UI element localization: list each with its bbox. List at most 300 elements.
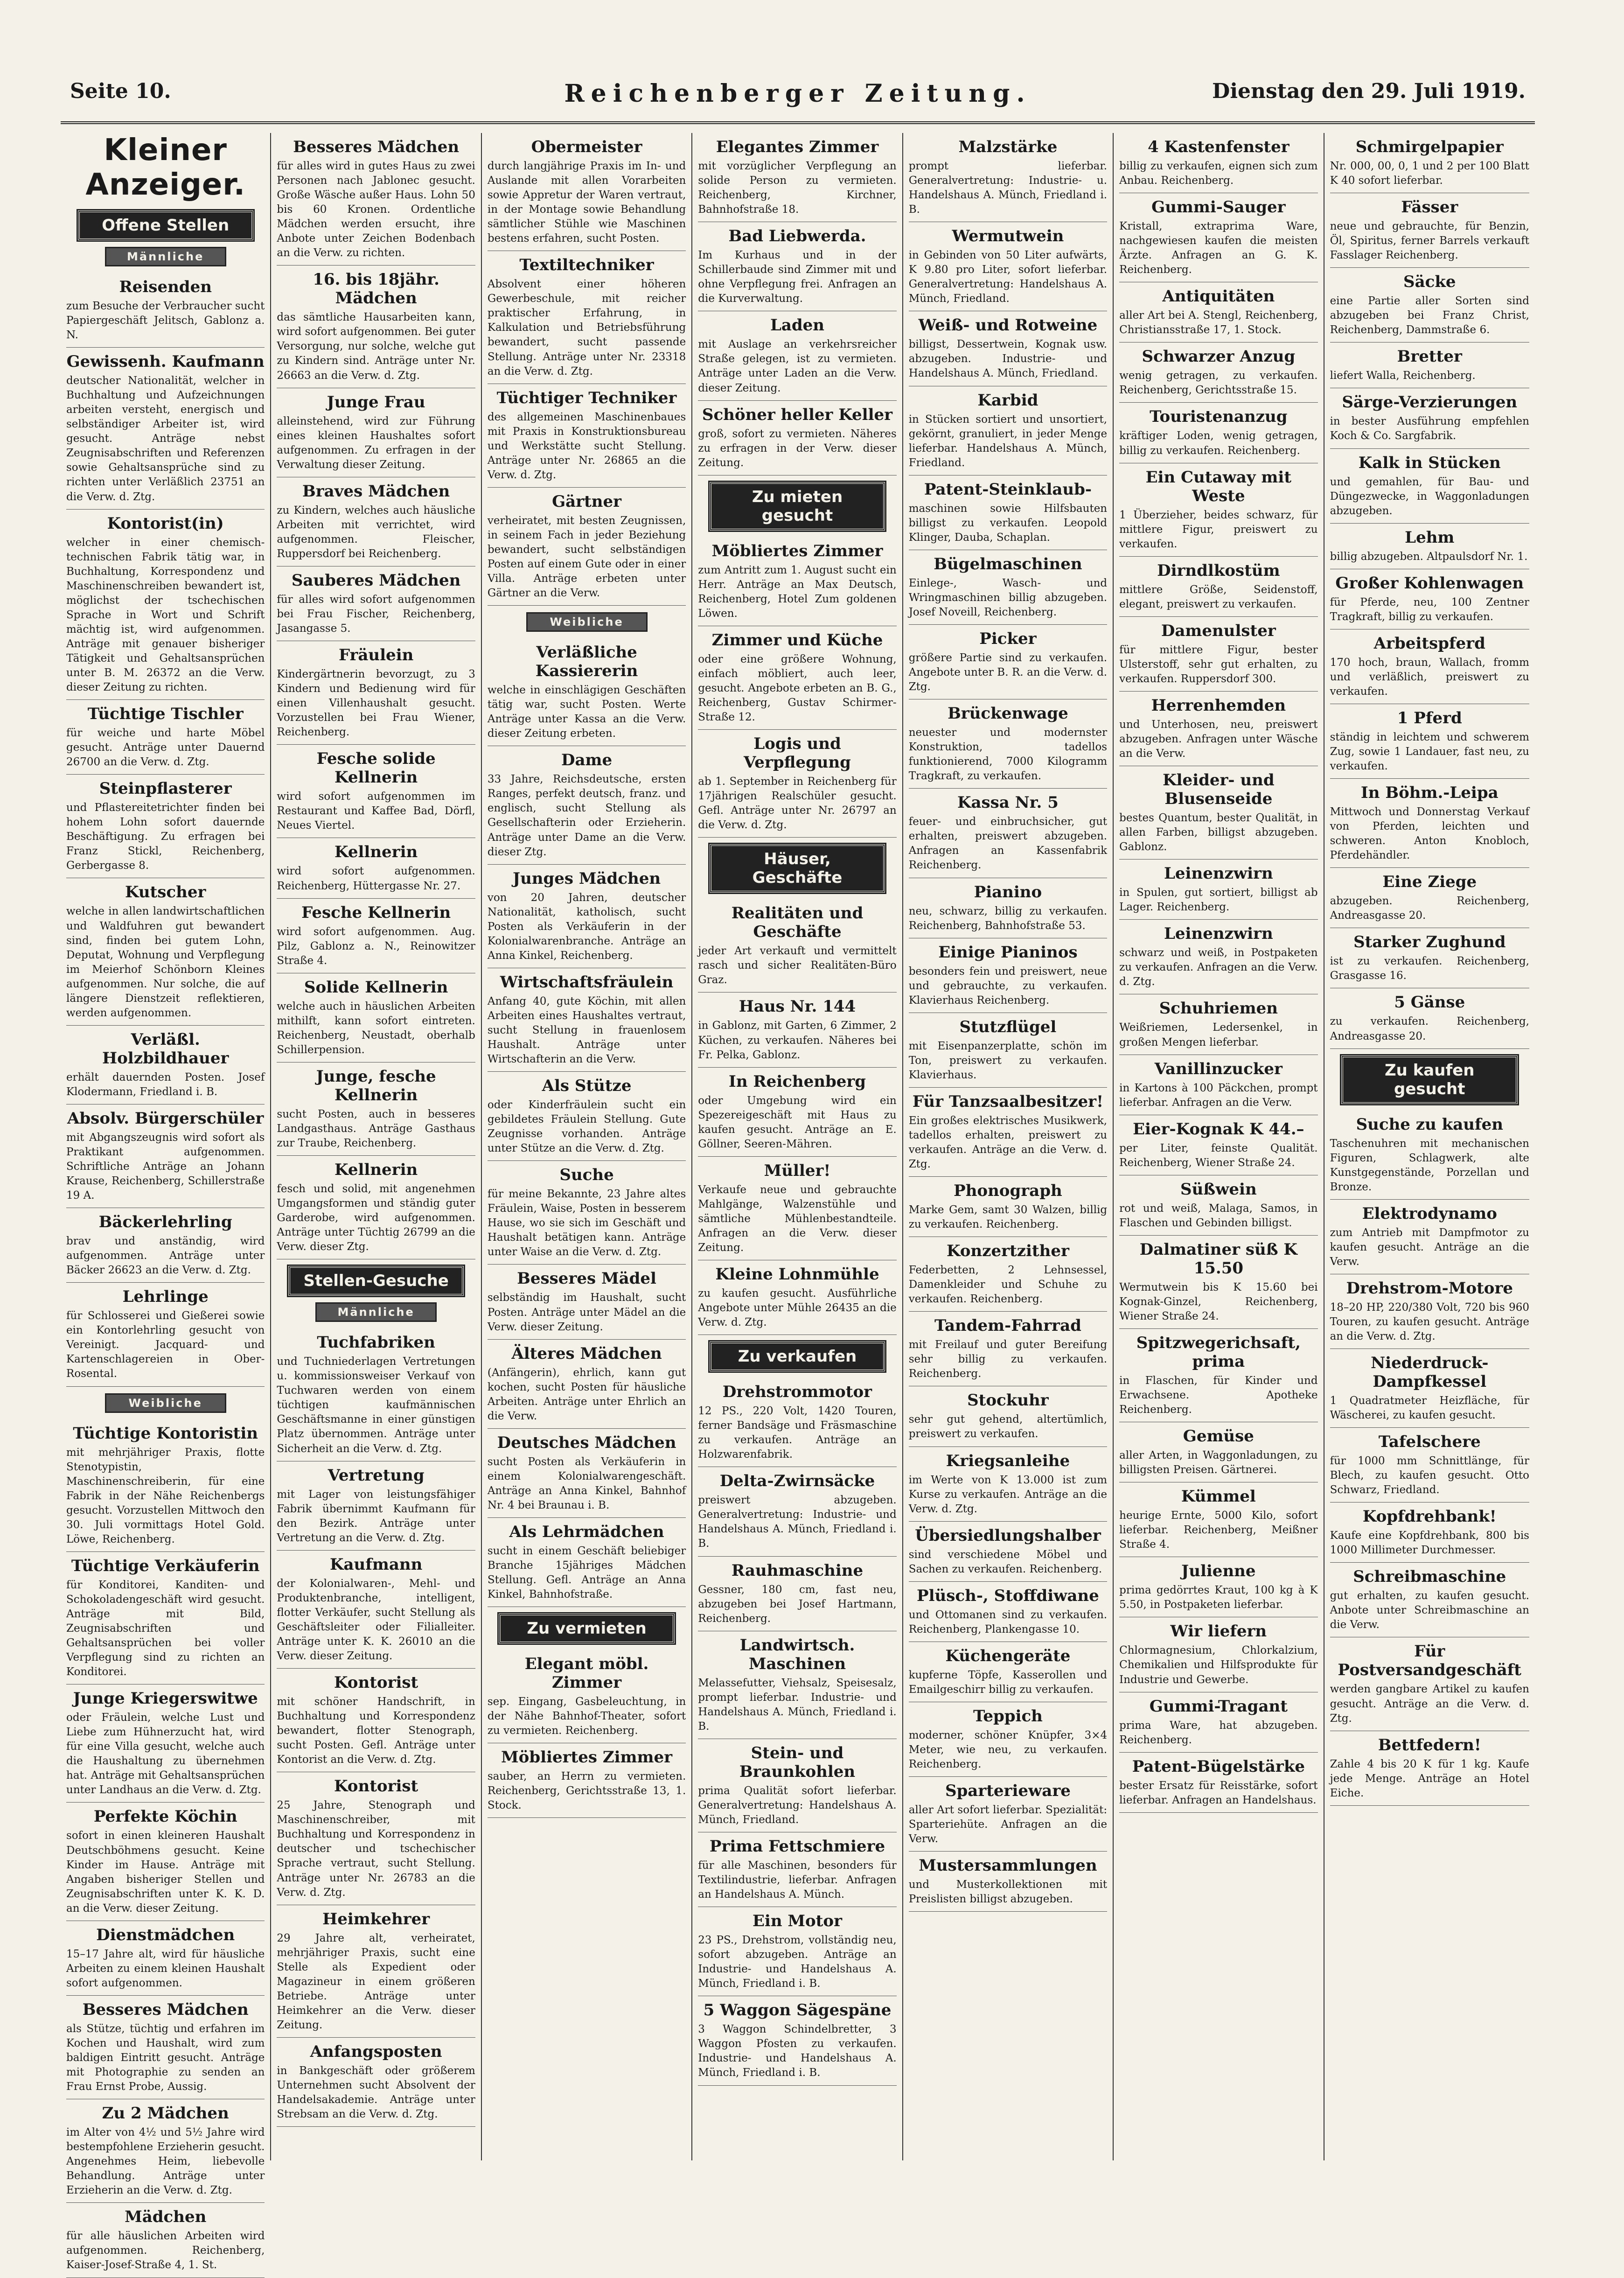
classified-ad	[909, 938, 1107, 1013]
ad-text: sofort in einen kleineren Haushalt Deutschböhmens gesucht. Keine Kinder im Hause. Anträge mit Angaben bisheriger Stellen und Zeugnisabschriften unter K. K. D. an die Verw. dieser Zeitung.	[66, 1830, 265, 1915]
classified-ad	[277, 973, 475, 1062]
ad-title: Dame	[561, 751, 613, 770]
ad-title: Besseres Mädchen	[82, 2000, 249, 2019]
ad-title: Logis und Verpflegung	[744, 734, 851, 772]
ad-title: Kaufmann	[329, 1555, 423, 1574]
category-heading: Weibliche	[526, 612, 648, 632]
ad-title: Junge Kriegerswitwe	[73, 1689, 258, 1708]
ad-title: Bad Liebwerda.	[728, 227, 866, 246]
ad-title: Schuhriemen	[1159, 999, 1278, 1018]
ad-title: Teppich	[973, 1706, 1043, 1726]
page-header	[61, 70, 1535, 124]
ad-text: mit Abgangszeugnis wird sofort als Praktikant aufgenommen. Schriftliche Anträge an Johann Krause, Reichenberg, Schillerstraße 19 A.	[66, 1131, 265, 1202]
ad-title: Möbliertes Zimmer	[501, 1748, 673, 1767]
ad-title: Drehstrommotor	[722, 1383, 872, 1402]
ad-title: Laden	[770, 316, 825, 335]
ad-title: Perfekte Köchin	[93, 1807, 237, 1826]
ad-text: moderner, schöner Knüpfer, 3×4 Meter, wie neu, zu verkaufen. Reichenberg.	[908, 1729, 1108, 1771]
ad-title: Landwirtsch. Maschinen	[739, 1635, 855, 1673]
ad-text: erhält dauernden Posten. Josef Klodermann, Friedland i. B.	[66, 1071, 265, 1098]
ad-text: per Liter, feinste Qualität. Reichenberg, Wiener Straße 24.	[1119, 1142, 1318, 1169]
ad-title: Damenulster	[1161, 621, 1276, 640]
classified-ad	[488, 1161, 686, 1265]
classified-ad	[1330, 1349, 1529, 1428]
classified-ad	[1119, 1115, 1317, 1175]
ad-text: in Kartons à 100 Päckchen, prompt lieferbar. Anfragen an die Verw.	[1119, 1082, 1318, 1109]
ad-text: deutscher Nationalität, welcher in Buchhaltung und Aufzeichnungen arbeiten versteht, energisch und selbständiger Arbeiter ist, wird gesucht. Anträge nebst Zeugnisabschriften und Referenzen sowie Gehaltsansprüche sind zu richten unter Verläßlich 23751 an die Verw. d. Ztg.	[66, 375, 265, 503]
classified-ad	[1119, 1175, 1317, 1236]
classified-ad	[66, 1283, 265, 1386]
ad-text: Gessner, 180 cm, fast neu, abzugeben bei Josef Hartmann, Reichenberg.	[698, 1583, 897, 1625]
ad-text: maschinen sowie Hilfsbauten billigst zu verkaufen. Leopold Klinger, Dauba, Schaplan.	[908, 502, 1108, 544]
ad-title: Schwarzer Anzug	[1142, 347, 1296, 366]
ad-title: Für Postversandgeschäft	[1338, 1642, 1522, 1680]
ad-title: Konzertzither	[946, 1242, 1069, 1261]
ad-title: Niederdruck-Dampfkessel	[1371, 1354, 1489, 1391]
classified-ad	[909, 311, 1107, 386]
ad-text: größere Partie sind zu verkaufen. Angebote unter B. R. an die Verw. d. Ztg.	[908, 651, 1108, 693]
ad-title: Plüsch-, Stoffdiwane	[917, 1586, 1099, 1605]
classified-ad	[909, 1088, 1107, 1177]
ad-text: mittlere Größe, Seidenstoff, elegant, preiswert zu verkaufen.	[1119, 583, 1318, 610]
ad-title: Säcke	[1403, 273, 1456, 292]
ad-text: Kristall, extraprima Ware, nachgewiesen kaufen die meisten Ärzte. Anfragen an G. K. Reichenberg.	[1119, 220, 1318, 276]
classified-ad	[66, 1921, 265, 1996]
ad-title: Stutzflügel	[959, 1017, 1057, 1036]
ad-title: Touristenanzug	[1150, 407, 1288, 426]
ad-title: Julienne	[1181, 1562, 1256, 1581]
ad-text: Kaufe eine Kopfdrehbank, 800 bis 1000 Millimeter Durchmesser.	[1330, 1530, 1529, 1557]
ad-title: 5 Gänse	[1394, 993, 1465, 1012]
ad-text: welcher in einer chemisch-technischen Fabrik tätig war, in Buchhaltung, Korrespondenz und Maschinenschreiben bewandert ist, möglichst der tschechischen Sprache in Wort und Schrift mächtig ist, wird aufgenommen. Anträge mit genauer bisheriger Tätigkeit und Gehaltsansprüchen unter B. M. 26372 an die Verw. dieser Zeitung zu richten.	[66, 536, 265, 694]
classified-ad	[277, 641, 475, 745]
ad-title: Gemüse	[1183, 1427, 1254, 1446]
classified-ad	[488, 133, 686, 251]
classified-ad	[277, 1328, 475, 1461]
ad-title: Kellnerin	[335, 843, 418, 862]
ad-title: Junge, fesche Kellnerin	[316, 1067, 436, 1104]
classified-ad	[488, 865, 686, 968]
column	[1114, 133, 1324, 2160]
ad-text: kräftiger Loden, wenig getragen, billig zu verkaufen. Reichenberg.	[1119, 430, 1318, 457]
ad-text: und Unterhosen, neu, preiswert abzugeben. Anfragen unter Wäsche an die Verw.	[1119, 718, 1318, 760]
ad-title: Tafelschere	[1378, 1432, 1481, 1452]
classified-ad	[698, 222, 896, 311]
ad-title: Vanillinzucker	[1154, 1059, 1282, 1078]
ad-text: von 20 Jahren, deutscher Nationalität, katholisch, sucht Posten als Verkäuferin in der Kolonialwarenbranche. Anträge an Anna Kinkel, Reichenberg.	[487, 891, 686, 962]
ad-title: Tandem-Fahrrad	[934, 1316, 1081, 1335]
ad-text: wird sofort aufgenommen im Restaurant und Kaffee Bad, Dörfl, Neues Viertel.	[277, 790, 475, 832]
ad-title: 16. bis 18jähr. Mädchen	[313, 270, 439, 308]
ad-text: welche in einschlägigen Geschäften tätig war, sucht Posten. Werte Anträge unter Kassa an die Verw. dieser Zeitung erbeten.	[487, 684, 686, 740]
ad-text: und Tuchniederlagen Vertretungen u. kommissionsweiser Verkauf von Tuchwaren werden von einem tüchtigen kaufmännischen Geschäftsmanne in einer günstigen Platz übernommen. Anträge unter Sicherheit an die Verw. d. Ztg.	[277, 1356, 475, 1455]
classified-ad	[66, 1684, 265, 1803]
ad-title: Starker Zughund	[1353, 933, 1506, 952]
classified-ad	[1330, 449, 1529, 524]
ad-text: für 1000 mm Schnittlänge, für Blech, zu kaufen gesucht. Otto Schwarz, Friedland.	[1330, 1455, 1529, 1496]
classified-ad	[698, 1157, 896, 1260]
ad-text: ist zu verkaufen. Reichenberg, Grasgasse 16.	[1330, 955, 1529, 982]
classified-ad	[909, 386, 1107, 475]
ad-title: Tüchtiger Techniker	[496, 388, 677, 407]
ad-text: verheiratet, mit besten Zeugnissen, in seinem Fach in jeder Beziehung bewandert, sucht selbständigen Posten auf einem Gute oder in einer Villa. Anträge erbeten unter Gärtner an die Verw.	[487, 514, 686, 600]
ad-text: Im Kurhaus und in der Schillerbaude sind Zimmer mit und ohne Verpflegung frei. Anfragen an die Kurverwaltung.	[698, 249, 897, 305]
ad-title: 5 Waggon Sägespäne	[703, 2001, 892, 2020]
classified-ad	[1330, 1502, 1529, 1563]
ad-text: neuester und modernster Konstruktion, tadellos funktionierend, 7000 Kilogramm Tragkraft, zu verkaufen.	[908, 727, 1108, 783]
ad-text: neue und gebrauchte, für Benzin, Öl, Spiritus, ferner Barrels verkauft Fasslager Reichenberg.	[1330, 220, 1529, 262]
ad-title: Arbeitspferd	[1373, 634, 1485, 653]
ad-text: Wermutwein bis K 15.60 bei Kognak-Ginzel, Reichenberg, Wiener Straße 24.	[1119, 1281, 1318, 1322]
classified-ad	[909, 1702, 1107, 1777]
ad-text: Taschenuhren mit mechanischen Figuren, Schlagwerk, alte Kunstgegenstände, Porzellan und Bronze.	[1330, 1137, 1529, 1193]
ad-title: Picker	[979, 629, 1037, 648]
classified-ad	[488, 638, 686, 746]
ad-title: Schmirgelpapier	[1355, 138, 1504, 156]
classified-ad	[1330, 1428, 1529, 1502]
ad-title: Verläßliche Kassiererin	[535, 643, 638, 681]
ad-text: und gemahlen, für Bau- und Düngezwecke, in Waggonladungen abzugeben.	[1330, 475, 1529, 517]
newspaper-page	[61, 70, 1535, 2271]
ad-text: bestes Quantum, bester Qualität, in allen Farben, billigst abzugeben. Gablonz.	[1119, 812, 1318, 853]
ad-title: Lehm	[1405, 528, 1455, 547]
classified-ad	[1330, 1637, 1529, 1731]
classified-ad	[698, 1631, 896, 1739]
ad-title: Dienstmädchen	[96, 1925, 235, 1944]
classified-ad	[698, 537, 896, 626]
ad-title: Delta-Zwirnsäcke	[719, 1472, 875, 1491]
ad-text: Nr. 000, 00, 0, 1 und 2 per 100 Blatt K 40 sofort lieferbar.	[1330, 160, 1529, 187]
classified-ad	[277, 477, 475, 566]
ad-text: des allgemeinen Maschinenbaues mit Praxis in Konstruktionsbureau und Werkstätte sucht Stellung. Anträge unter Nr. 26865 an die Verw. d. Ztg.	[487, 411, 686, 481]
classified-ad	[1330, 1200, 1529, 1274]
ad-title: Süßwein	[1180, 1180, 1257, 1199]
ad-text: wird sofort aufgenommen. Aug. Pilz, Gablonz a. N., Reinowitzer Straße 4.	[277, 925, 475, 967]
classified-ad	[909, 1852, 1107, 1912]
classified-ad	[488, 1429, 686, 1518]
category-heading: Weibliche	[105, 1393, 226, 1413]
ad-title: Prima Fettschmiere	[709, 1837, 885, 1856]
classified-ad	[488, 384, 686, 488]
ad-text: billigst, Dessertwein, Kognak usw. abzugeben. Industrie- und Handelshaus A. Münch, Friedland.	[908, 338, 1108, 380]
ad-text: prima Qualität sofort lieferbar. Generalvertretung: Handelshaus A. Münch, Friedland.	[698, 1784, 897, 1826]
classified-ad	[488, 1518, 686, 1607]
classified-ad	[1119, 1482, 1317, 1557]
classified-ad	[488, 1072, 686, 1161]
ad-text: billig abzugeben. Altpaulsdorf Nr. 1.	[1330, 550, 1528, 563]
ad-title: Wermutwein	[952, 227, 1064, 246]
ad-text: für mittlere Figur, bester Ulsterstoff, sehr gut erhalten, zu verkaufen. Ruppersdorf 300.	[1119, 643, 1318, 685]
ad-title: Müller!	[764, 1161, 831, 1180]
column	[61, 133, 271, 2271]
ad-text: im Alter von 4½ und 5½ Jahre wird bestempfohlene Erzieherin gesucht. Angenehmes Heim, liebevolle Behandlung. Anträge unter Erzieherin an die Verw. d. Ztg.	[66, 2126, 265, 2197]
classified-ad	[1330, 629, 1529, 704]
ad-text: eine Partie aller Sorten sind abzugeben bei Franz Christ, Reichenberg, Dammstraße 6.	[1330, 295, 1529, 336]
classified-ad	[66, 510, 265, 700]
classified-ad	[909, 1013, 1107, 1088]
ad-text: ab 1. September in Reichenberg für 17jährigen Realschüler gesucht. Gefl. Anträge unter Nr. 26797 an die Verw. d. Ztg.	[698, 776, 897, 832]
classified-ad	[698, 1260, 896, 1335]
ad-title: 1 Pferd	[1397, 708, 1462, 727]
ad-title: Fässer	[1401, 198, 1458, 217]
ad-text: liefert Walla, Reichenberg.	[1330, 370, 1476, 382]
classified-ad	[1119, 1692, 1317, 1753]
classified-ad	[909, 1582, 1107, 1642]
classified-ad	[1330, 569, 1529, 629]
ad-text: das sämtliche Hausarbeiten kann, wird sofort aufgenommen. Bei guter Versorgung, nur solche, welche gut zu Kindern sind. Anträge unter Nr. 26663 an die Verw. d. Ztg.	[277, 311, 475, 382]
ad-title: Junges Mädchen	[512, 869, 661, 888]
ad-title: Textiltechniker	[519, 256, 654, 275]
ad-text: 29 Jahre alt, verheiratet, mehrjähriger Praxis, sucht eine Stelle als Expedient oder Magazineur in einem größeren Betriebe. Anträge unter Heimkehrer an die Verw. dieser Zeitung.	[277, 1932, 475, 2031]
classified-ad	[66, 1026, 265, 1104]
category-heading: Zu mieten gesucht	[710, 482, 885, 531]
ad-text: 18–20 HP, 220/380 Volt, 720 bis 960 Touren, zu kaufen gesucht. Anträge an die Verw. d. Ztg.	[1330, 1301, 1529, 1342]
classified-ad	[277, 745, 475, 838]
classified-ad	[909, 1386, 1107, 1446]
classified-ad	[488, 251, 686, 384]
ad-title: Mustersammlungen	[919, 1856, 1097, 1875]
ad-text: aller Art sofort lieferbar. Spezialität: Sparteriehüte. Anfragen an die Verw.	[908, 1804, 1108, 1845]
ad-title: Patent-Bügelstärke	[1132, 1757, 1305, 1776]
ad-text: zum Besuche der Verbraucher sucht Papiergeschäft Jelitsch, Gablonz a. N.	[66, 300, 265, 342]
classified-ad	[909, 1642, 1107, 1702]
ad-title: Tuchfabriken	[317, 1333, 435, 1352]
classified-ad	[1330, 1274, 1529, 1349]
ad-text: mit Auslage an verkehrsreicher Straße gelegen, ist zu vermieten. Anträge unter Laden an die Verw. dieser Zeitung.	[698, 338, 897, 394]
classified-ad	[1119, 463, 1317, 557]
ad-text: zu Kindern, welches auch häusliche Arbeiten mit verrichtet, wird aufgenommen. Fleischer, Ruppersdorf bei Reichenberg.	[277, 504, 475, 560]
classified-ad	[909, 1777, 1107, 1852]
classified-ad	[909, 222, 1107, 311]
ad-text: abzugeben. Reichenberg, Andreasgasse 20.	[1330, 895, 1529, 922]
ad-text: zu verkaufen. Reichenberg, Andreasgasse 20.	[1330, 1015, 1529, 1042]
ad-text: Anfang 40, gute Köchin, mit allen Arbeiten eines Haushaltes vertraut, sucht Stellung in frauenlosem Haushalt. Anträge unter Wirtschafterin an die Verw.	[487, 995, 686, 1066]
ad-text: in Flaschen, für Kinder und Erwachsene. Apotheke Reichenberg.	[1119, 1374, 1318, 1416]
ad-text: zum Antritt zum 1. August sucht ein Herr. Anträge an Max Deutsch, Reichenberg, Hotel Zum goldenen Löwen.	[698, 564, 897, 620]
ad-title: Gummi-Sauger	[1151, 198, 1286, 217]
classified-ad	[488, 488, 686, 606]
classified-ad	[1119, 994, 1317, 1055]
classified-ad	[698, 899, 896, 992]
classified-ad	[698, 1996, 896, 2085]
ad-title: Mädchen	[125, 2208, 207, 2227]
ad-text: in bester Ausführung empfehlen Koch & Co. Sargfabrik.	[1330, 415, 1529, 442]
ad-text: prima gedörrtes Kraut, 100 kg à K 5.50, in Postpaketen lieferbar.	[1119, 1584, 1318, 1611]
ad-title: Einige Pianinos	[938, 943, 1078, 962]
ad-text: sauber, an Herrn zu vermieten. Reichenberg, Gerichtsstraße 13, 1. Stock.	[487, 1770, 686, 1812]
classified-ad	[1330, 388, 1529, 448]
classified-ad	[1119, 557, 1317, 617]
category-heading: Zu vermieten	[499, 1614, 674, 1643]
classified-ad	[488, 1340, 686, 1429]
classified-ad	[1119, 193, 1317, 282]
ad-title: Realitäten und Geschäfte	[731, 904, 864, 942]
ad-text: schwarz und weiß, in Postpaketen zu verkaufen. Anfragen an die Verw. d. Ztg.	[1119, 947, 1318, 988]
classified-ad	[1330, 704, 1529, 779]
ad-text: für weiche und harte Möbel gesucht. Anträge unter Dauernd 26700 an die Verw. d. Ztg.	[66, 727, 265, 769]
classified-ad	[909, 699, 1107, 789]
classified-ad	[698, 1907, 896, 1996]
ad-text: welche auch in häuslichen Arbeiten mithilft, kann sofort eintreten. Reichenberg, Neustadt, oberhalb Schillerpension.	[277, 1000, 475, 1056]
classified-ad	[66, 700, 265, 775]
ad-title: Kleine Lohnmühle	[715, 1265, 879, 1284]
classified-ad	[66, 2203, 265, 2278]
classified-ad	[909, 550, 1107, 625]
ad-text: durch langjährige Praxis im In- und Auslande mit allen Vorarbeiten sowie Appretur der Waren vertraut, in der Montage sowie Behandlung sämtlicher Stühle wie Maschinen bestens erfahren, sucht Posten.	[487, 160, 686, 245]
issue-date: Dienstag den 29. Juli 1919.	[1212, 79, 1526, 103]
ad-text: Weißriemen, Ledersenkel, in großen Mengen lieferbar.	[1119, 1021, 1318, 1048]
ad-text: besonders fein und preiswert, neue und gebrauchte, zu verkaufen. Klavierhaus Reichenberg.	[908, 965, 1108, 1006]
ad-text: wenig getragen, zu verkaufen. Reichenberg, Gerichtsstraße 15.	[1119, 370, 1318, 397]
classified-ad	[1119, 403, 1317, 463]
classified-ad	[1119, 920, 1317, 994]
ad-text: in Stücken sortiert und unsortiert, gekörnt, granuliert, in jeder Menge lieferbar. Handelshaus A. Münch, Friedland.	[908, 413, 1108, 469]
classified-ad	[66, 775, 265, 878]
classified-ad	[909, 789, 1107, 878]
ad-text: heurige Ernte, 5000 Kilo, sofort lieferbar. Reichenberg, Meißner Straße 4.	[1119, 1509, 1318, 1551]
ad-text: und Musterkollektionen mit Preislisten billigst abzugeben.	[908, 1879, 1108, 1906]
ad-text: für meine Bekannte, 23 Jahre altes Fräulein, Waise, Posten in besserem Hause, wo sie sich im Geschäft und Haushalt betätigen kann. Anträge unter Waise an die Verw. d. Ztg.	[487, 1188, 686, 1258]
ad-title: Gummi-Tragant	[1149, 1697, 1288, 1716]
classified-ad	[1330, 268, 1529, 342]
classified-ad	[488, 1650, 686, 1743]
ad-text: 25 Jahre, Stenograph und Maschinenschreiber, mit Buchhaltung und Korrespondenz in deutscher und tschechischer Sprache vertraut, sucht Stellung. Anträge unter Nr. 26783 an die Verw. d. Ztg.	[277, 1799, 475, 1899]
classified-ad	[1119, 766, 1317, 859]
ad-title: Elektrodynamo	[1362, 1204, 1497, 1223]
ad-title: Kriegsanleihe	[946, 1451, 1070, 1470]
page-number: Seite 10.	[70, 79, 171, 103]
ad-text: 170 hoch, braun, Wallach, fromm und verläßlich, preiswert zu verkaufen.	[1330, 656, 1529, 698]
ad-title: Zu 2 Mädchen	[102, 2104, 229, 2123]
classified-ad	[1330, 779, 1529, 868]
ad-text: Melassefutter, Viehsalz, Speisesalz, prompt lieferbar. Industrie- und Handelshaus A. Münch, Friedland i. B.	[698, 1677, 897, 1733]
classified-ad	[277, 899, 475, 973]
classified-ad	[1119, 617, 1317, 692]
ad-text: jeder Art verkauft und vermittelt rasch und sicher Realitäten-Büro Graz.	[698, 945, 897, 986]
classified-ad	[66, 1419, 265, 1552]
ad-title: Gärtner	[552, 492, 622, 511]
ad-text: Ein großes elektrisches Musikwerk, tadellos erhalten, preiswert zu verkaufen. Anträge an die Verw. d. Ztg.	[908, 1114, 1108, 1171]
ad-text: für alle häuslichen Arbeiten wird aufgenommen. Reichenberg, Kaiser-Josef-Straße 4, 1. St.	[66, 2230, 265, 2271]
classified-ad	[1330, 1563, 1529, 1637]
column	[482, 133, 692, 2160]
ad-text: 1 Überzieher, beides schwarz, für mittlere Figur, preiswert zu verkaufen.	[1119, 509, 1318, 550]
classified-ad	[1119, 1557, 1317, 1617]
category-heading: Männliche	[315, 1302, 437, 1322]
classified-ad	[698, 1378, 896, 1467]
ad-title: 4 Kastenfenster	[1148, 138, 1289, 156]
ad-text: Zahle 4 bis 20 K für 1 kg. Kaufe jede Menge. Anträge an Hotel Eiche.	[1330, 1758, 1529, 1799]
ad-title: Vertretung	[328, 1466, 425, 1485]
ad-title: Heimkehrer	[322, 1909, 430, 1929]
classified-ad	[909, 1177, 1107, 1237]
section-title: Kleiner Anzeiger.	[85, 133, 246, 202]
ad-title: Zimmer und Küche	[711, 630, 883, 650]
ad-text: sucht in einem Geschäft beliebiger Branche 15jähriges Mädchen Stellung. Gefl. Anträge an Anna Kinkel, Bahnhofstraße.	[487, 1545, 686, 1601]
classified-ad	[488, 1265, 686, 1339]
ad-title: In Böhm.-Leipa	[1360, 783, 1499, 803]
classified-ad	[1119, 342, 1317, 403]
ad-title: Verläßl. Holzbildhauer	[102, 1030, 229, 1068]
ad-title: Kleider- und Blusenseide	[1163, 771, 1275, 809]
ad-text: aller Art bei A. Stengl, Reichenberg, Christiansstraße 17, 1. Stock.	[1119, 309, 1318, 336]
ad-text: als Stütze, tüchtig und erfahren im Kochen und Haushalt, wird zum baldigen Eintritt gesucht. Anträge mit Photographie zu senden an Frau Ernst Probe, Aussig.	[66, 2022, 265, 2093]
ad-title: Suche zu kaufen	[1356, 1115, 1503, 1134]
ad-text: sucht Posten als Verkäuferin in einem Kolonialwarengeschäft. Anträge an Anna Kinkel, Bahnhof Nr. 4 bei Braunau i. B.	[487, 1455, 686, 1511]
classified-ad	[1330, 342, 1529, 388]
classified-ad	[1330, 868, 1529, 928]
ad-text: mit Eisenpanzerplatte, schön im Ton, preiswert zu verkaufen. Klavierhaus.	[908, 1040, 1108, 1081]
classified-ad	[277, 266, 475, 388]
ad-title: Brückenwage	[948, 704, 1068, 723]
ad-title: Kutscher	[125, 883, 206, 902]
classified-ad	[1119, 859, 1317, 920]
ad-text: 33 Jahre, Reichsdeutsche, ersten Ranges, perfekt deutsch, franz. und englisch, sucht Stellung als Gesellschafterin oder Erzieherin. Anträge unter Dame an die Verw. dieser Ztg.	[487, 773, 686, 858]
classifieds-columns	[61, 133, 1535, 2271]
ad-title: Patent-Steinklaub-	[924, 480, 1092, 499]
ad-title: Weiß- und Rotweine	[918, 316, 1098, 335]
ad-text: und Pflastereitetrichter finden bei hohem Lohn sofort dauernde Beschäftigung. Zu erfragen bei Franz Stickl, Reichenberg, Gerbergasse 8.	[66, 802, 265, 872]
ad-text: oder Umgebung wird ein Spezereigeschäft mit Haus zu kaufen gesucht. Anträge an E. Göllner, Seeren-Mähren.	[698, 1094, 897, 1150]
ad-text: 23 PS., Drehstrom, vollständig neu, sofort abzugeben. Anträge an Industrie- und Handelshaus A. Münch, Friedland i. B.	[698, 1934, 897, 1990]
ad-text: für Konditorei, Kanditen- und Schokoladengeschäft wird gesucht. Anträge mit Bild, Zeugnisabschriften und Gehaltsansprüchen bei voller Verpflegung sind zu richten an Konditorei.	[66, 1579, 265, 1678]
category-heading: Offene Stellen	[78, 210, 253, 240]
column	[1324, 133, 1535, 2160]
ad-title: Absolv. Bürgerschüler	[67, 1109, 264, 1128]
ad-text: ständig in leichtem und schwerem Zug, sowie 1 Landauer, fast neu, zu verkaufen.	[1330, 731, 1529, 773]
ad-title: Kellnerin	[335, 1160, 418, 1180]
classified-ad	[1330, 133, 1529, 193]
ad-title: Särge-Verzierungen	[1342, 393, 1518, 412]
ad-text: in Bankgeschäft oder größerem Unternehmen sucht Absolvent der Handelsakademie. Anträge unter Strebsam an die Verw. d. Ztg.	[277, 2064, 475, 2121]
ad-title: Tüchtige Tischler	[87, 705, 244, 724]
classified-ad	[698, 133, 896, 222]
ad-title: Besseres Mädchen	[293, 138, 460, 156]
classified-ad	[1119, 692, 1317, 766]
ad-text: sep. Eingang, Gasbeleuchtung, in der Nähe Bahnhof-Theater, sofort zu vermieten. Reichenberg.	[487, 1696, 686, 1737]
classified-ad	[1119, 282, 1317, 342]
ad-title: Sparterieware	[945, 1782, 1071, 1801]
ad-title: Wirtschaftsfräulein	[500, 972, 674, 992]
ad-text: für Schlosserei und Gießerei sowie ein Kontorlehrling gesucht von Vereinigt. Jacquard- und Kartenschlagereien in Ober-Rosental.	[66, 1310, 265, 1380]
ad-text: 1 Quadratmeter Heizfläche, für Wäscherei, zu kaufen gesucht.	[1330, 1395, 1529, 1422]
ad-title: Als Stütze	[542, 1076, 632, 1096]
ad-title: Malzstärke	[958, 138, 1058, 156]
ad-title: Für Tanzsaalbesitzer!	[912, 1092, 1103, 1111]
ad-text: für Pferde, neu, 100 Zentner Tragkraft, billig zu verkaufen.	[1330, 596, 1529, 623]
classified-ad	[66, 2099, 265, 2203]
classified-ad	[909, 1447, 1107, 1522]
ad-title: Drehstrom-Motore	[1346, 1279, 1513, 1298]
ad-text: neu, schwarz, billig zu verkaufen. Reichenberg, Bahnhofstraße 53.	[908, 905, 1108, 932]
ad-title: Bretter	[1397, 347, 1462, 366]
ad-title: Phonograph	[954, 1181, 1062, 1201]
ad-title: Ein Motor	[752, 1912, 842, 1931]
ad-text: sind verschiedene Möbel und Sachen zu verkaufen. Reichenberg.	[908, 1548, 1108, 1575]
ad-title: Stein- und Braunkohlen	[739, 1743, 856, 1781]
classified-ad	[66, 1208, 265, 1283]
ad-text: selbständig im Haushalt, sucht Posten. Anträge unter Mädel an die Verw. dieser Zeitung.	[487, 1292, 686, 1333]
ad-title: Tüchtige Verkäuferin	[71, 1556, 260, 1575]
classified-ad	[909, 1237, 1107, 1312]
ad-text: brav und anständig, wird aufgenommen. Anträge unter Bäcker 26623 an die Verw. d. Ztg.	[66, 1235, 265, 1277]
ad-title: Pianino	[974, 882, 1042, 901]
classified-ad	[909, 475, 1107, 550]
ad-text: im Werte von K 13.000 ist zum Kurse zu verkaufen. Anträge an die Verw. d. Ztg.	[908, 1474, 1108, 1515]
newspaper-title: Reichenberger Zeitung.	[564, 79, 1032, 108]
classified-ad	[66, 1803, 265, 1921]
classified-ad	[488, 1743, 686, 1818]
